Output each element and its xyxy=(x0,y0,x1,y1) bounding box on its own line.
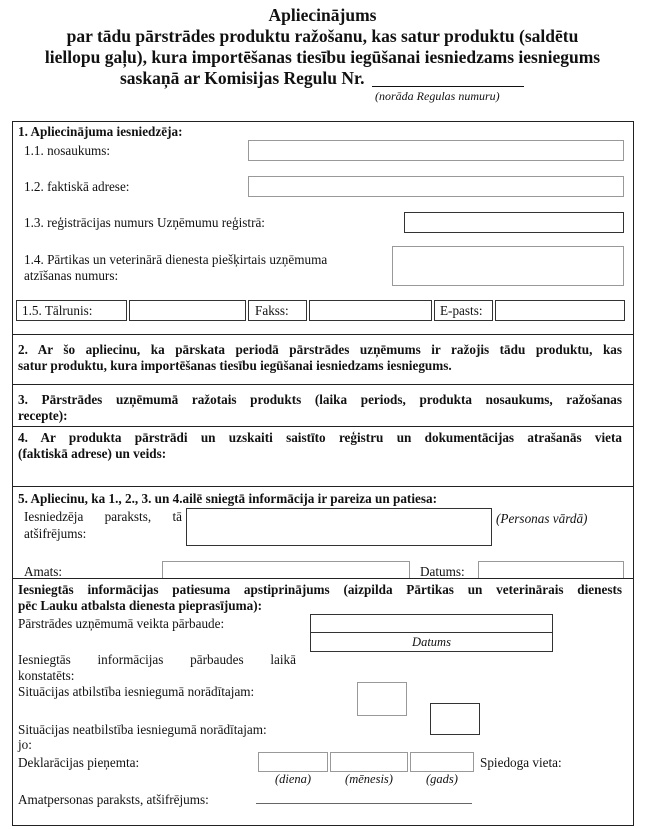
address-field[interactable] xyxy=(248,176,624,197)
position-field[interactable] xyxy=(162,561,410,579)
title-line-2: liellopu gaļu), kura importēšanas tiesību iegūšanai iesniedzams iesniegums xyxy=(44,47,601,67)
official-signature-label: Amatpersonas paraksts, atšifrējums: xyxy=(18,792,209,807)
section2-line-2: satur produktu, kura importēšanas tiesību iegūšanai iesniedzams iesniegums. xyxy=(18,358,452,373)
title-line-1: par tādu pārstrādes produktu ražošanu, kas satur produktu (saldētu xyxy=(66,26,579,46)
signature-label-2: atšifrējums: xyxy=(24,526,87,541)
approval-label-1: 1.4. Pārtikas un veterinārā dienesta piešķirtais uzņēmuma xyxy=(24,252,328,267)
divider xyxy=(12,384,633,385)
address-label: 1.2. faktiskā adrese: xyxy=(24,179,130,194)
accepted-label: Deklarācijas pieņemta: xyxy=(18,755,140,770)
nonconform-label-2: jo: xyxy=(18,737,32,752)
signature-label-1: Iesniedzēja paraksts, tā xyxy=(24,509,182,524)
section3-line-2: recepte): xyxy=(18,408,68,423)
position-label: Amats: xyxy=(24,564,63,579)
fax-label: Fakss: xyxy=(255,303,289,318)
regulation-number-field[interactable] xyxy=(372,86,524,87)
document-title: Apliecinājums xyxy=(268,5,377,25)
name-field[interactable] xyxy=(248,140,624,161)
divider xyxy=(12,486,633,487)
nonconform-label-1: Situācijas neatbilstība iesniegumā norādītajam: xyxy=(18,722,267,737)
approval-number-field[interactable] xyxy=(392,246,624,286)
found-label-1: Iesniegtās informācijas pārbaudes laikā xyxy=(18,652,296,667)
phone-field[interactable] xyxy=(129,300,246,321)
verification-heading-line-1: Iesniegtās informācijas patiesuma apstiprinājums (aizpilda Pārtikas un veterinārais dienests xyxy=(18,582,622,597)
verification-heading-line-2: pēc Lauku atbalsta dienesta pieprasījuma): xyxy=(18,598,262,613)
divider xyxy=(12,578,633,579)
divider xyxy=(12,426,633,427)
check-date-caption: Datums xyxy=(412,635,451,649)
section4-line-2: (faktiskā adrese) un veids: xyxy=(18,446,167,461)
phone-label: 1.5. Tālrunis: xyxy=(22,303,93,318)
conform-checkbox[interactable] xyxy=(357,682,407,716)
email-label: E-pasts: xyxy=(440,303,483,318)
stamp-label: Spiedoga vieta: xyxy=(480,755,562,770)
found-label-2: konstatēts: xyxy=(18,668,75,683)
check-label: Pārstrādes uzņēmumā veikta pārbaude: xyxy=(18,616,225,631)
name-label: 1.1. nosaukums: xyxy=(24,143,111,158)
email-field[interactable] xyxy=(495,300,625,321)
year-field[interactable] xyxy=(410,752,474,772)
check-field[interactable] xyxy=(310,614,553,634)
divider xyxy=(12,334,633,335)
person-name-hint: (Personas vārdā) xyxy=(496,511,588,526)
date-label: Datums: xyxy=(420,564,465,579)
section2-line-1: 2. Ar šo apliecinu, ka pārskata periodā pārstrādes uzņēmums ir ražojis tādu produktu, kas xyxy=(18,342,622,357)
day-caption: (diena) xyxy=(274,772,312,786)
section1-heading: 1. Apliecinājuma iesniedzēja: xyxy=(18,124,183,139)
regnum-label: 1.3. reģistrācijas numurs Uzņēmumu reģistrā: xyxy=(24,215,265,230)
conform-label: Situācijas atbilstība iesniegumā norādītajam: xyxy=(18,684,255,699)
approval-label-2: atzīšanas numurs: xyxy=(24,268,119,283)
nonconform-checkbox[interactable] xyxy=(430,703,480,735)
day-field[interactable] xyxy=(258,752,328,772)
fax-field[interactable] xyxy=(309,300,432,321)
signature-field[interactable] xyxy=(186,508,492,546)
regulation-number-hint: (norāda Regulas numuru) xyxy=(375,89,500,103)
section5-heading: 5. Apliecinu, ka 1., 2., 3. un 4.ailē sniegtā informācija ir pareiza un patiesa: xyxy=(18,491,437,506)
official-signature-field[interactable] xyxy=(256,803,472,804)
section3-line-1: 3. Pārstrādes uzņēmumā ražotais produkts (laika periods, produkta nosaukums, ražošanas xyxy=(18,392,622,407)
year-caption: (gads) xyxy=(426,772,458,786)
month-field[interactable] xyxy=(330,752,408,772)
section4-line-1: 4. Ar produkta pārstrādi un uzskaiti saistīto reģistru un dokumentācijas atrašanās vieta xyxy=(18,430,622,445)
title-line-3: saskaņā ar Komisijas Regulu Nr. xyxy=(120,68,365,88)
date-field[interactable] xyxy=(478,561,624,579)
regnum-field[interactable] xyxy=(404,212,624,233)
month-caption: (mēnesis) xyxy=(345,772,393,786)
